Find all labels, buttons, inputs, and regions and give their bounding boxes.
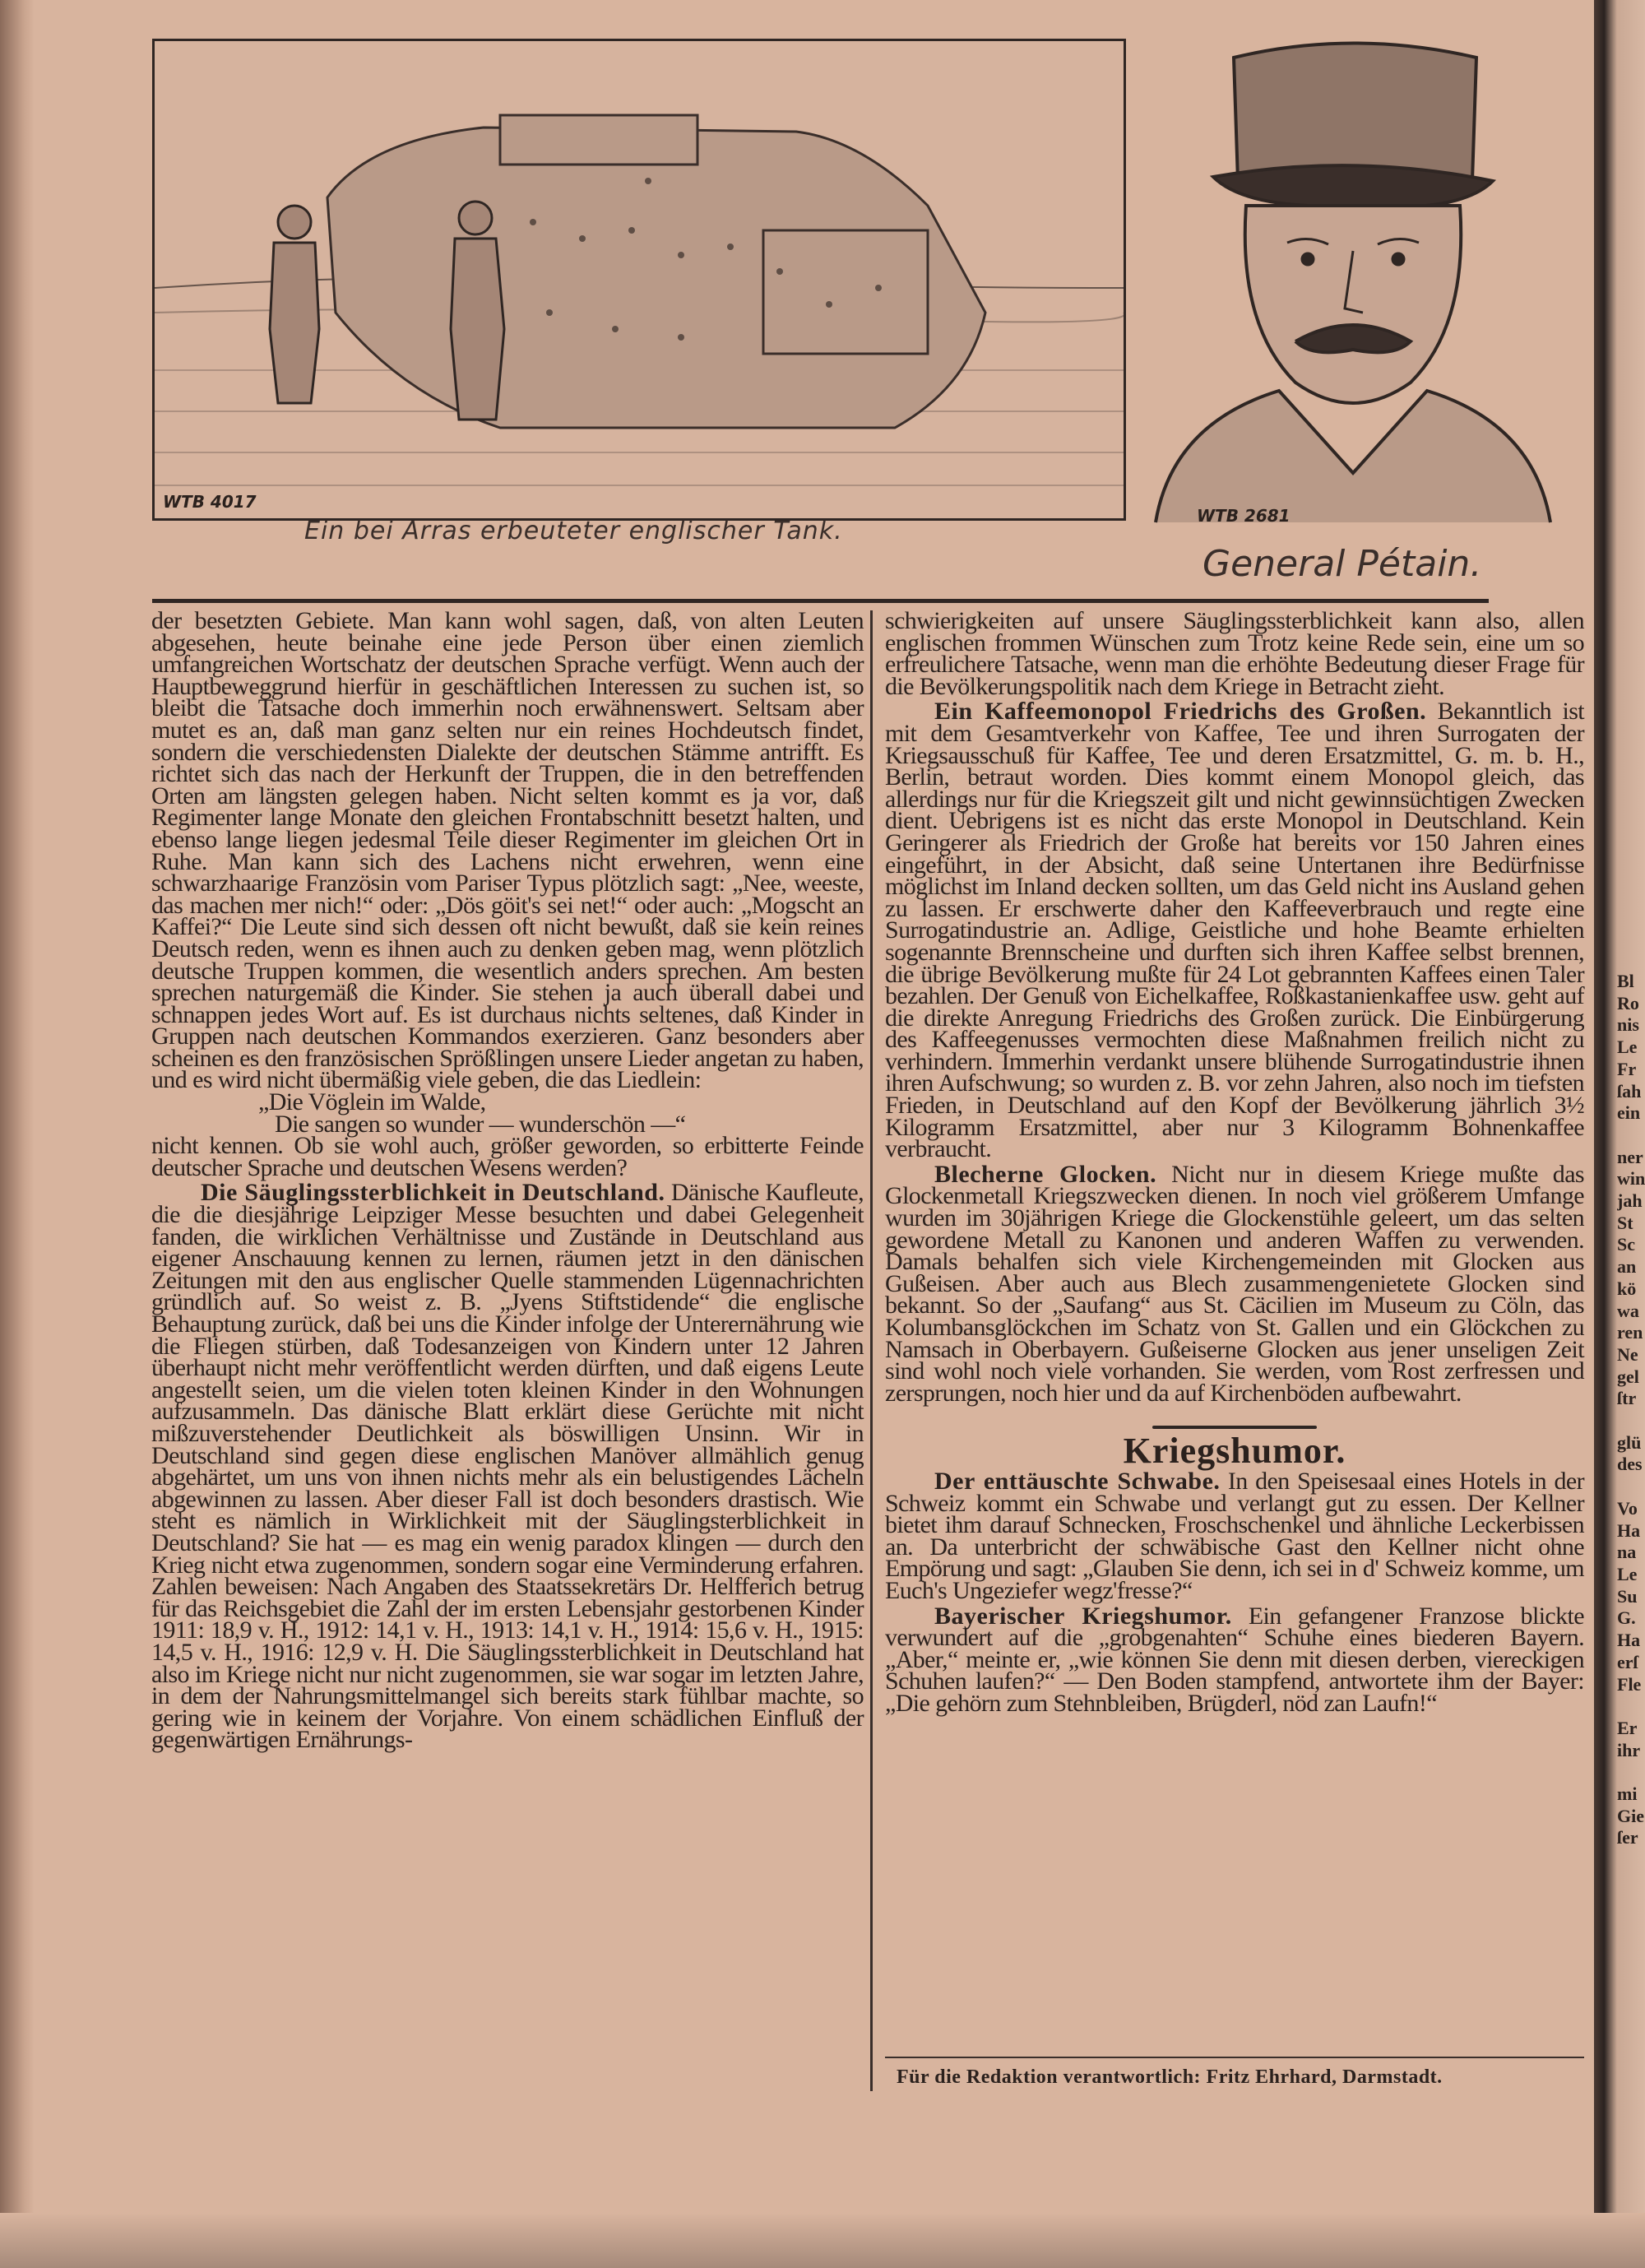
tank-credit: WTB 4017 <box>163 492 257 512</box>
page-bottom-shadow <box>0 2213 1645 2268</box>
next-page-fragment: ihr <box>1617 1739 1641 1760</box>
article-text: Dänische Kaufleute, die die diesjährige Leipziger Messe besuchten und dabei Gelegenheit fanden, die wirklichen Verhältnisse und Zustände in Deutschland aus eigener Anschauung kennen zu lernen, räumen jetzt in den dänischen Zeitungen mit den aus englischer Quelle stammenden Lügennachrichten gründlich auf. So weist z. B. „Jyens Stiftstidende“ die englische Behauptung zurück, daß bei uns die Kinder infolge der Unterernährung wie die Fliegen stürben, daß Todesanzeigen von Kindern unter 12 Jahren überhaupt nicht mehr veröffentlicht werden dürften, und daß eigens Leute angestellt seien, um die vielen toten kleinen Kinder in den Wohnungen aufzusammeln. Das dänische Blatt erklärt diese Gerüchte mit nicht mißzuverstehender Deutlichkeit als böswilligen Unsinn. Wir in Deutschland sind gegen diese englischen Manöver allmählich genug abgehärtet, um uns von ihnen nichts mehr als ein belustigendes Lächeln abgewinnen zu lassen. Aber dieser Fall ist doch besonders drastisch. Wie steht es nämlich in Wirklichkeit mit der Säuglingsterblichkeit in Deutschland? Sie hat — es mag ein wenig paradox klingen — durch den Krieg nicht etwa zugenommen, sondern sogar eine Verminderung erfahren. Zahlen beweisen: Nach Angaben des Staatssekretärs Dr. Helfferich betrug für das Reichsgebiet die Zahl der im ersten Lebensjahr gestorbenen Kinder 1911: 18,9 v. H., 1912: 14,1 v. H., 1913: 14,1 v. H., 1914: 15,6 v. H., 1915: 14,5 v. H., 1916: 12,9 v. H. Die Säuglingssterblichkeit in Deutschland hat also im Kriege nicht nur nicht zugenommen, sie war sogar im letzten Jahre, in dem der Nahrungsmittelmangel sich bereits stark fühlbar machte, so gering wie in keinem der Vorjahre. Von einem schädlichen Einfluß der gegenwärtigen Ernährungs- <box>151 1179 864 1754</box>
petain-portrait <box>1147 29 1559 539</box>
portrait-caption: General Pétain. <box>1202 543 1482 585</box>
next-page-fragment: gel <box>1617 1366 1639 1387</box>
next-page-fragment: ein <box>1617 1102 1641 1124</box>
verse-line: „Die Vöglein im Walde, <box>258 1088 486 1116</box>
page-edge-shadow <box>0 0 35 2268</box>
next-page-fragment: ſer <box>1617 1827 1638 1848</box>
anecdote-bavarian <box>885 1602 1584 1717</box>
article-tin-bells <box>885 1160 1584 1407</box>
paragraph: der besetzten Gebiete. Man kann wohl sagen, daß, von alten Leuten abgesehen, heute beinahe eine jede Person über einen ziemlich umfangreichen Wortschatz der deutschen Sprache verfügt. Wenn auch der Hauptbeweggrund hierfür in geschäftlichen Interessen zu suchen ist, so bleibt die Tatsache doch immerhin noch erwähnenswert. Seltsam aber mutet es an, daß man ganz selten nur ein reines Hochdeutsch findet, sondern die verschiedensten Dialekte der deutschen Stämme antrifft. Es richtet sich das nach der Herkunft der Truppen, die in den betreffenden Orten am längsten gelegen haben. Nicht selten kommt es ja vor, daß Regimenter lange Monate den gleichen Frontabschnitt besetzt halten, und ebenso lange liegen jedesmal Teile dieser Regimenter im gleichen Ort in Ruhe. Man kann sich des Lachens nicht erwehren, wenn eine schwarzhaarige Französin vom Pariser Typus plötzlich sagt: „Nee, weeste, das machen mer nich!“ oder: „Dös göit's sei net!“ oder auch: „Mogscht an Kaffei?“ Die Leute sind sich dessen oft nicht bewußt, daß sie kein reines Deutsch reden, wenn es ihnen auch zu denken geben mag, wenn plötzlich deutsche Truppen kommen, die wesentlich anders sprechen. Am besten sprechen naturgemäß die Kinder. Sie stehen ja auch überall dabei und schnappen jedes Wort auf. Es ist durchaus nichts seltenes, daß Kinder in Gruppen nach deutschen Kommandos exerzieren. Ganz besonders aber scheinen es den französischen Sprößlingen unsere Lieder angetan zu haben, und es wird nicht übermäßig viele geben, die das Liedlein: <box>151 607 864 1094</box>
next-page-fragment: G. <box>1617 1607 1636 1629</box>
next-page-fragment: Bl <box>1617 971 1634 991</box>
article-text: Ein gefangener Franzose blickte verwundert auf die „grobgenahten“ Schuhe eines biederen Bayern. „Aber,“ meinte er, „wie können Sie denn mit diesen derben, viereckigen Schuhen laufen?“ — Den Boden stampfend, antwortete ihm der Bayer: „Die gehörn zum Stehnbleiben, Brügderl, nöd zan Laufn!“ <box>885 1602 1584 1717</box>
next-page-fragment: ſah <box>1617 1080 1642 1102</box>
header-rule <box>152 599 1489 603</box>
next-page-fragment: glü <box>1617 1431 1642 1453</box>
article-title: Blecherne Glocken. <box>934 1160 1157 1188</box>
article-title: Bayerischer Kriegshumor. <box>934 1602 1232 1630</box>
article-text: Nicht nur in diesem Kriege mußte das Glockenmetall Kriegszwecken dienen. In noch viel größerem Umfange wurden im 30jährigen Kriege die Glockenstühle geleert, um das selten gewordene Metall zu Kanonen und anderen Waffen zu verwenden. Damals behalfen sich viele Kirchengemeinden mit Glocken aus Gußeisen. Aber auch aus Blech zusammengenietete Glocken sind bekannt. So der „Saufang“ aus St. Cäcilien im Museum zu Cöln, das Kolumbansglöckchen im Schatz von St. Gallen und ein Glöckchen zu Namsach in Oberbayern. Gußeiserne Glocken aus jener unseligen Zeit sind wohl noch viele vorhanden. Sie werden, vom Rost zerfressen und zersprungen, noch hier und da auf Kirchenböden aufbewahrt. <box>885 1160 1584 1407</box>
next-page-fragment: ſtr <box>1617 1388 1637 1409</box>
next-page-fragment: Fr <box>1617 1058 1637 1079</box>
article-infant-mortality <box>151 1179 864 1754</box>
left-column <box>151 607 864 1754</box>
next-page-fragment: Sc <box>1617 1234 1635 1255</box>
next-page-fragment: Ne <box>1617 1343 1638 1365</box>
right-column <box>885 607 1585 1717</box>
next-page-fragment <box>1617 1125 1645 1147</box>
tank-shape <box>327 115 985 428</box>
anecdote-swabian <box>885 1467 1585 1604</box>
tank-drawing <box>155 41 1124 518</box>
next-page-fragment: ner <box>1617 1146 1643 1167</box>
next-page-fragment: na <box>1617 1542 1637 1563</box>
next-page-fragment: Gie <box>1617 1805 1644 1826</box>
article-coffee-monopoly <box>885 698 1585 1163</box>
portrait-drawing <box>1147 29 1559 539</box>
verse-line: Die sangen so wunder — wunderschön —“ <box>275 1110 686 1138</box>
next-page-fragment: St <box>1617 1212 1633 1233</box>
next-page-fragment <box>1617 1695 1645 1718</box>
next-page-fragments <box>1617 971 1645 1849</box>
next-page-fragment: mi <box>1617 1783 1638 1805</box>
next-page-fragment: Le <box>1617 1563 1638 1584</box>
next-page-fragment: nis <box>1617 1014 1639 1036</box>
portrait-credit: WTB 2681 <box>1197 506 1291 526</box>
article-title: Ein Kaffeemonopol Friedrichs des Großen. <box>934 698 1427 726</box>
section-heading: Kriegshumor. <box>1123 1431 1346 1472</box>
next-page-fragment: win <box>1617 1168 1645 1190</box>
article-text: In den Speisesaal eines Hotels in der Schweiz kommt ein Schwabe und verlangt gut zu essen. Der Kellner bietet ihm darauf Schnecken, Froschschenkel und ähnliche Leckerbissen an. Da unterbricht der schwäbische Gast den Kellner nicht ohne Empörung und sagt: „Glauben Sie denn, ich sei in d' Schweiz komme, um Euch's Ungeziefer wegz'fresse?“ <box>885 1467 1585 1604</box>
next-page-fragment: Su <box>1617 1585 1638 1607</box>
footer-rule <box>885 2057 1584 2058</box>
next-page-fragment: erſ <box>1617 1651 1638 1672</box>
next-page-fragment: Vo <box>1617 1497 1638 1519</box>
next-page-fragment: an <box>1617 1256 1637 1278</box>
next-page-fragment: jah <box>1617 1190 1643 1212</box>
next-page-fragment: Fle <box>1617 1673 1642 1695</box>
next-page-fragment: wa <box>1617 1300 1639 1321</box>
article-text: Bekanntlich ist mit dem Gesamtverkehr von Kaffee, Tee und ihren Surrogaten der Kriegsausschuß für Kaffee, Tee und deren Ersatzmittel, G. m. b. H., Berlin, betraut worden. Dies kommt einem Monopol gleich, das allerdings nur für die Kriegszeit gilt und nicht gewinnsüchtigen Zwecken dient. Uebrigens ist es nicht das erste Monopol in Deutschland. Kein Geringerer als Friedrich der Große hat bereits vor 150 Jahren eines eingeführt, in der Absicht, daß seine Untertanen ihre Bedürfnisse möglichst im Inland decken sollten, um das Geld nicht ins Ausland gehen zu lassen. Er erschwerte daher den Kaffeeverbrauch und regte eine Surrogatindustrie an. Adlige, Geistliche und hohe Beamte erhielten sogenannte Brennscheine und durften sich ihren Kaffee selbst brennen, die übrige Bevölkerung mußte für 24 Lot gebrannten Kaffees einen Taler bezahlen. Der Genuß von Eichelkaffee, Roßkastanienkaffee usw. geht auf die direkte Anregung Friedrichs des Großen zurück. Die Einbürgerung des Kaffeegenusses vermochten diese Maßnahmen freilich nicht zu verhindern. Immerhin verdankt unsere blühende Surrogatindustrie ihnen ihren Aufschwung; so wurden z. B. vor zehn Jahren, also noch im tiefsten Frieden, in Deutschland auf den Kopf der Bevölkerung jährlich 3½ Kilogramm Ersatzmittel, aber nur 3 Kilogramm Bohnenkaffee verbraucht. <box>885 698 1585 1163</box>
next-page-fragment <box>1617 1410 1645 1432</box>
next-page-fragment: Ha <box>1617 1630 1641 1651</box>
column-divider <box>870 610 873 2091</box>
next-page-fragment: ren <box>1617 1322 1643 1343</box>
paragraph: schwierigkeiten auf unsere Säuglingssterblichkeit kann also, allen englischen frommen Wünschen zum Trotz keine Rede sein, eine um so erfreulichere Tatsache, wenn man die erhöhte Bedeutung dieser Frage für die Bevölkerungspolitik nach dem Kriege in Betracht zieht. <box>885 607 1584 700</box>
next-page-fragment: Le <box>1617 1037 1638 1058</box>
article-title: Die Säuglingssterblichkeit in Deutschland. <box>201 1179 665 1207</box>
next-page-fragment: Ha <box>1617 1519 1641 1541</box>
paragraph: nicht kennen. Ob sie wohl auch, größer geworden, so erbitterte Feinde deutscher Sprache und deutschen Wesens werden? <box>151 1132 864 1181</box>
next-page-fragment: Ro <box>1617 992 1639 1013</box>
article-title: Der enttäuschte Schwabe. <box>934 1467 1221 1495</box>
next-page-fragment <box>1617 1476 1645 1498</box>
tank-illustration <box>152 39 1126 521</box>
ornament-rule <box>1152 1426 1317 1429</box>
next-page-fragment <box>1617 1761 1645 1783</box>
editor-credit: Für die Redaktion verantwortlich: Fritz Ehrhard, Darmstadt. <box>897 2066 1443 2088</box>
next-page-fragment: kö <box>1617 1278 1637 1299</box>
next-page-fragment: Er <box>1617 1717 1638 1738</box>
tank-caption: Ein bei Arras erbeuteter englischer Tank. <box>304 517 843 545</box>
next-page-fragment: des <box>1617 1454 1643 1475</box>
